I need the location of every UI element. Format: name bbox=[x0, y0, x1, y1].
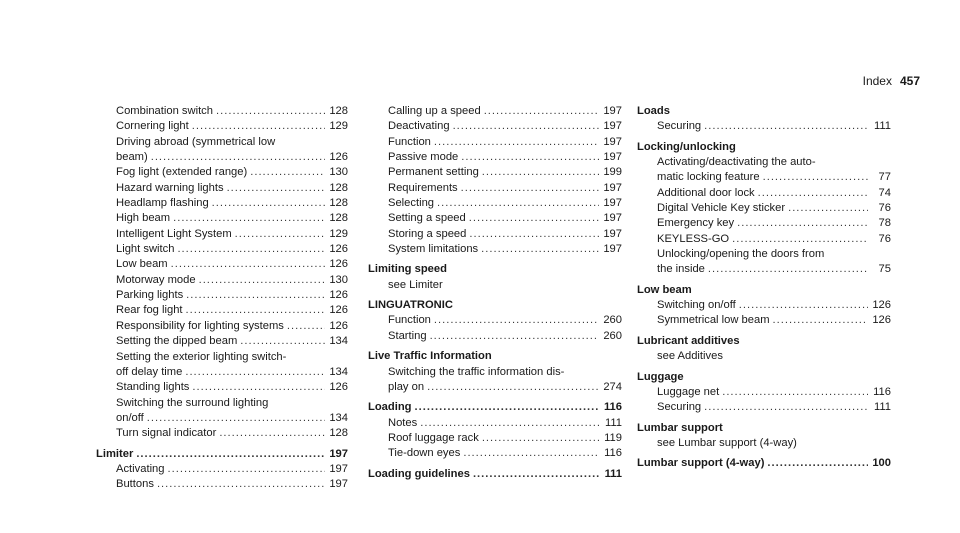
page-ref: 129 bbox=[329, 227, 348, 240]
leader-dots bbox=[219, 426, 325, 441]
index-entry bbox=[637, 385, 891, 400]
index-entry bbox=[96, 350, 348, 365]
page-ref: 197 bbox=[603, 120, 622, 133]
index-heading bbox=[637, 334, 891, 349]
leader-dots bbox=[461, 181, 599, 196]
leader-dots bbox=[171, 257, 325, 272]
entry-text: the inside bbox=[657, 263, 705, 276]
entry-text: Rear fog light bbox=[116, 304, 183, 317]
index-column-3 bbox=[637, 104, 891, 472]
entry-text: Requirements bbox=[388, 181, 458, 194]
entry-text: Motorway mode bbox=[116, 273, 196, 286]
entry-text: Starting bbox=[388, 329, 427, 342]
leader-dots bbox=[788, 201, 868, 216]
index-entry bbox=[368, 165, 622, 180]
leader-dots bbox=[461, 150, 599, 165]
page-ref: 199 bbox=[603, 166, 622, 179]
page-ref: 197 bbox=[603, 181, 622, 194]
entry-text: see Additives bbox=[657, 350, 723, 363]
entry-text: Function bbox=[388, 314, 431, 327]
page-ref: 128 bbox=[329, 427, 348, 440]
index-entry bbox=[96, 165, 348, 180]
leader-dots bbox=[767, 456, 868, 471]
page-ref: 260 bbox=[603, 314, 622, 327]
entry-text: Activating/deactivating the auto- bbox=[657, 156, 816, 169]
leader-dots bbox=[704, 400, 868, 415]
index-heading bbox=[637, 370, 891, 385]
leader-dots bbox=[437, 196, 599, 211]
index-entry bbox=[637, 119, 891, 134]
index-entry bbox=[637, 262, 891, 277]
index-heading bbox=[637, 456, 891, 471]
entry-text: beam) bbox=[116, 151, 148, 164]
entry-text: Securing bbox=[657, 401, 702, 414]
entry-text: see Lumbar support (4-way) bbox=[657, 436, 797, 449]
index-entry bbox=[637, 155, 891, 170]
entry-text: Luggage bbox=[637, 370, 684, 383]
entry-text: on/off bbox=[116, 411, 144, 424]
entry-text: Emergency key bbox=[657, 217, 735, 230]
leader-dots bbox=[434, 135, 599, 150]
index-entry bbox=[368, 242, 622, 257]
entry-text: Notes bbox=[388, 416, 418, 429]
entry-text: Setting the exterior lighting switch- bbox=[116, 350, 287, 363]
index-entry bbox=[96, 181, 348, 196]
leader-dots bbox=[287, 319, 325, 334]
page-ref: 197 bbox=[603, 197, 622, 210]
index-entry bbox=[96, 303, 348, 318]
entry-text: Driving abroad (symmetrical low bbox=[116, 135, 276, 148]
entry-text: Switching on/off bbox=[657, 299, 736, 312]
entry-text: Low beam bbox=[637, 283, 692, 296]
page-ref: 197 bbox=[603, 212, 622, 225]
leader-dots bbox=[434, 313, 599, 328]
leader-dots bbox=[708, 262, 868, 277]
index-entry bbox=[637, 201, 891, 216]
leader-dots bbox=[173, 211, 325, 226]
entry-text: Lumbar support (4-way) bbox=[637, 457, 765, 470]
leader-dots bbox=[192, 380, 325, 395]
leader-dots bbox=[177, 242, 325, 257]
leader-dots bbox=[168, 462, 325, 477]
entry-text: Headlamp flashing bbox=[116, 197, 209, 210]
leader-dots bbox=[722, 385, 868, 400]
leader-dots bbox=[463, 446, 599, 461]
entry-text: Tie-down eyes bbox=[388, 447, 461, 460]
index-entry bbox=[368, 380, 622, 395]
leader-dots bbox=[157, 477, 325, 492]
leader-dots bbox=[739, 298, 868, 313]
index-entry bbox=[96, 477, 348, 492]
page-ref: 134 bbox=[329, 365, 348, 378]
leader-dots bbox=[186, 288, 325, 303]
page-ref: 128 bbox=[329, 181, 348, 194]
entry-text: Loading bbox=[368, 401, 412, 414]
page-ref: 77 bbox=[878, 171, 891, 184]
entry-text: Luggage net bbox=[657, 385, 720, 398]
index-entry bbox=[368, 431, 622, 446]
entry-text: Additional door lock bbox=[657, 186, 755, 199]
entry-text: Low beam bbox=[116, 258, 168, 271]
page-ref: 197 bbox=[603, 243, 622, 256]
index-entry bbox=[96, 365, 348, 380]
entry-text: KEYLESS-GO bbox=[657, 232, 730, 245]
entry-text: Intelligent Light System bbox=[116, 227, 232, 240]
leader-dots bbox=[469, 227, 599, 242]
page-ref: 111 bbox=[604, 467, 622, 480]
index-entry bbox=[96, 334, 348, 349]
entry-text: Deactivating bbox=[388, 120, 450, 133]
leader-dots bbox=[192, 119, 325, 134]
index-entry bbox=[96, 196, 348, 211]
see-reference bbox=[637, 349, 891, 364]
page-ref: 130 bbox=[329, 273, 348, 286]
page-ref: 126 bbox=[329, 258, 348, 271]
entry-text: Permanent setting bbox=[388, 166, 479, 179]
page-number: 457 bbox=[899, 74, 920, 88]
leader-dots bbox=[212, 196, 325, 211]
entry-text: Activating bbox=[116, 462, 165, 475]
entry-text: High beam bbox=[116, 212, 171, 225]
page-ref: 111 bbox=[873, 401, 891, 414]
entry-text: Live Traffic Information bbox=[368, 350, 492, 363]
index-entry bbox=[96, 319, 348, 334]
entry-text: Lumbar support bbox=[637, 421, 723, 434]
entry-text: Switching the traffic information dis- bbox=[388, 365, 565, 378]
index-entry bbox=[96, 273, 348, 288]
index-entry bbox=[368, 150, 622, 165]
leader-dots bbox=[763, 170, 868, 185]
entry-text: Setting a speed bbox=[388, 212, 466, 225]
page-ref: 126 bbox=[329, 289, 348, 302]
entry-text: Hazard warning lights bbox=[116, 181, 224, 194]
entry-text: Digital Vehicle Key sticker bbox=[657, 202, 786, 215]
entry-text: Cornering light bbox=[116, 120, 189, 133]
leader-dots bbox=[482, 165, 599, 180]
entry-text: Switching the surround lighting bbox=[116, 396, 269, 409]
page-ref: 100 bbox=[872, 457, 891, 470]
index-entry bbox=[368, 329, 622, 344]
entry-text: Storing a speed bbox=[388, 227, 467, 240]
index-entry bbox=[368, 135, 622, 150]
entry-text: Securing bbox=[657, 120, 702, 133]
page-ref: 128 bbox=[329, 212, 348, 225]
index-heading bbox=[637, 421, 891, 436]
page-ref: 197 bbox=[603, 227, 622, 240]
page-ref: 119 bbox=[604, 431, 622, 444]
page-ref: 126 bbox=[329, 151, 348, 164]
entry-text: Buttons bbox=[116, 478, 154, 491]
leader-dots bbox=[199, 273, 325, 288]
page-ref: 76 bbox=[878, 232, 891, 245]
page-ref: 197 bbox=[329, 447, 348, 460]
page-ref: 126 bbox=[872, 314, 891, 327]
header-label: Index bbox=[862, 74, 892, 88]
page-ref: 111 bbox=[873, 120, 891, 133]
entry-text: Loads bbox=[637, 105, 670, 117]
page-ref: 260 bbox=[603, 329, 622, 342]
entry-text: see Limiter bbox=[388, 278, 443, 291]
leader-dots bbox=[758, 186, 868, 201]
index-entry bbox=[637, 170, 891, 185]
entry-text: Selecting bbox=[388, 197, 435, 210]
index-entry bbox=[368, 313, 622, 328]
leader-dots bbox=[704, 119, 868, 134]
entry-text: Loading guidelines bbox=[368, 467, 470, 480]
entry-text: Fog light (extended range) bbox=[116, 166, 248, 179]
index-entry bbox=[96, 227, 348, 242]
leader-dots bbox=[427, 380, 599, 395]
leader-dots bbox=[737, 216, 868, 231]
entry-text: Passive mode bbox=[388, 151, 459, 164]
index-heading bbox=[637, 283, 891, 298]
index-entry bbox=[96, 135, 348, 150]
page-ref: 128 bbox=[329, 197, 348, 210]
index-heading bbox=[637, 140, 891, 155]
index-heading bbox=[368, 262, 622, 277]
leader-dots bbox=[227, 181, 325, 196]
index-heading bbox=[368, 467, 622, 482]
index-column-1 bbox=[96, 104, 348, 493]
index-entry bbox=[637, 400, 891, 415]
page-ref: 116 bbox=[604, 447, 622, 460]
entry-text: Roof luggage rack bbox=[388, 431, 479, 444]
page-ref: 116 bbox=[603, 401, 622, 414]
leader-dots bbox=[250, 165, 325, 180]
entry-text: Symmetrical low beam bbox=[657, 314, 770, 327]
index-entry bbox=[368, 211, 622, 226]
index-entry bbox=[368, 119, 622, 134]
page-ref: 116 bbox=[873, 385, 891, 398]
entry-text: Standing lights bbox=[116, 381, 190, 394]
page-ref: 129 bbox=[329, 120, 348, 133]
index-entry bbox=[637, 298, 891, 313]
leader-dots bbox=[151, 150, 325, 165]
leader-dots bbox=[235, 227, 325, 242]
index-entry bbox=[368, 227, 622, 242]
entry-text: Limiter bbox=[96, 447, 134, 460]
page-ref: 134 bbox=[329, 335, 348, 348]
index-entry bbox=[96, 150, 348, 165]
index-entry bbox=[637, 216, 891, 231]
index-entry bbox=[368, 196, 622, 211]
index-entry bbox=[368, 104, 622, 119]
page-ref: 274 bbox=[603, 380, 622, 393]
entry-text: System limitations bbox=[388, 243, 479, 256]
index-entry bbox=[96, 104, 348, 119]
leader-dots bbox=[216, 104, 325, 119]
see-reference bbox=[368, 278, 622, 293]
leader-dots bbox=[473, 467, 599, 482]
leader-dots bbox=[420, 416, 599, 431]
page-ref: 76 bbox=[878, 202, 891, 215]
page-ref: 75 bbox=[878, 263, 891, 276]
leader-dots bbox=[482, 431, 599, 446]
index-entry bbox=[96, 426, 348, 441]
entry-text: Parking lights bbox=[116, 289, 184, 302]
index-entry bbox=[96, 211, 348, 226]
page-ref: 111 bbox=[604, 416, 622, 429]
entry-text: Function bbox=[388, 135, 431, 148]
leader-dots bbox=[136, 447, 325, 462]
index-entry bbox=[368, 446, 622, 461]
index-entry bbox=[96, 396, 348, 411]
see-reference bbox=[637, 436, 891, 451]
page-ref: 197 bbox=[603, 105, 622, 117]
leader-dots bbox=[430, 329, 599, 344]
leader-dots bbox=[240, 334, 325, 349]
index-heading bbox=[637, 104, 891, 119]
page-ref: 126 bbox=[329, 319, 348, 332]
page-ref: 126 bbox=[329, 304, 348, 317]
entry-text: matic locking feature bbox=[657, 171, 760, 184]
index-entry bbox=[96, 242, 348, 257]
index-entry bbox=[368, 416, 622, 431]
index-entry bbox=[96, 119, 348, 134]
index-entry bbox=[96, 257, 348, 272]
page-ref: 197 bbox=[603, 135, 622, 148]
leader-dots bbox=[484, 104, 599, 119]
page-ref: 134 bbox=[329, 411, 348, 424]
index-entry bbox=[637, 232, 891, 247]
entry-text: Lubricant additives bbox=[637, 334, 740, 347]
entry-text: Limiting speed bbox=[368, 263, 447, 276]
index-entry bbox=[637, 313, 891, 328]
page-ref: 126 bbox=[329, 243, 348, 256]
page-ref: 130 bbox=[329, 166, 348, 179]
entry-text: LINGUATRONIC bbox=[368, 299, 453, 312]
leader-dots bbox=[185, 365, 325, 380]
entry-text: Responsibility for lighting systems bbox=[116, 319, 284, 332]
index-column-2 bbox=[368, 104, 622, 482]
entry-text: Turn signal indicator bbox=[116, 427, 217, 440]
page-ref: 197 bbox=[329, 478, 348, 491]
index-heading bbox=[96, 447, 348, 462]
leader-dots bbox=[147, 411, 325, 426]
page-header bbox=[863, 74, 920, 88]
index-heading bbox=[368, 298, 622, 313]
index-entry bbox=[368, 181, 622, 196]
page-ref: 197 bbox=[603, 151, 622, 164]
index-entry bbox=[637, 247, 891, 262]
leader-dots bbox=[186, 303, 325, 318]
index-entry bbox=[368, 365, 622, 380]
index-entry bbox=[96, 288, 348, 303]
index-entry bbox=[96, 462, 348, 477]
index-heading bbox=[368, 400, 622, 415]
entry-text: Locking/unlocking bbox=[637, 140, 736, 153]
leader-dots bbox=[415, 400, 600, 415]
page-ref: 126 bbox=[872, 299, 891, 312]
leader-dots bbox=[732, 232, 868, 247]
entry-text: off delay time bbox=[116, 365, 183, 378]
entry-text: Setting the dipped beam bbox=[116, 335, 238, 348]
leader-dots bbox=[481, 242, 599, 257]
page-ref: 197 bbox=[329, 462, 348, 475]
leader-dots bbox=[469, 211, 599, 226]
leader-dots bbox=[773, 313, 868, 328]
page-ref: 126 bbox=[329, 381, 348, 394]
entry-text: Calling up a speed bbox=[388, 105, 481, 117]
page-ref: 128 bbox=[329, 105, 348, 117]
entry-text: Combination switch bbox=[116, 105, 214, 117]
page-ref: 74 bbox=[878, 186, 891, 199]
index-entry bbox=[96, 380, 348, 395]
entry-text: Light switch bbox=[116, 243, 175, 256]
page-ref: 78 bbox=[878, 217, 891, 230]
index-entry bbox=[96, 411, 348, 426]
leader-dots bbox=[453, 119, 599, 134]
entry-text: play on bbox=[388, 380, 425, 393]
entry-text: Unlocking/opening the doors from bbox=[657, 248, 825, 261]
index-heading bbox=[368, 349, 622, 364]
index-entry bbox=[637, 186, 891, 201]
